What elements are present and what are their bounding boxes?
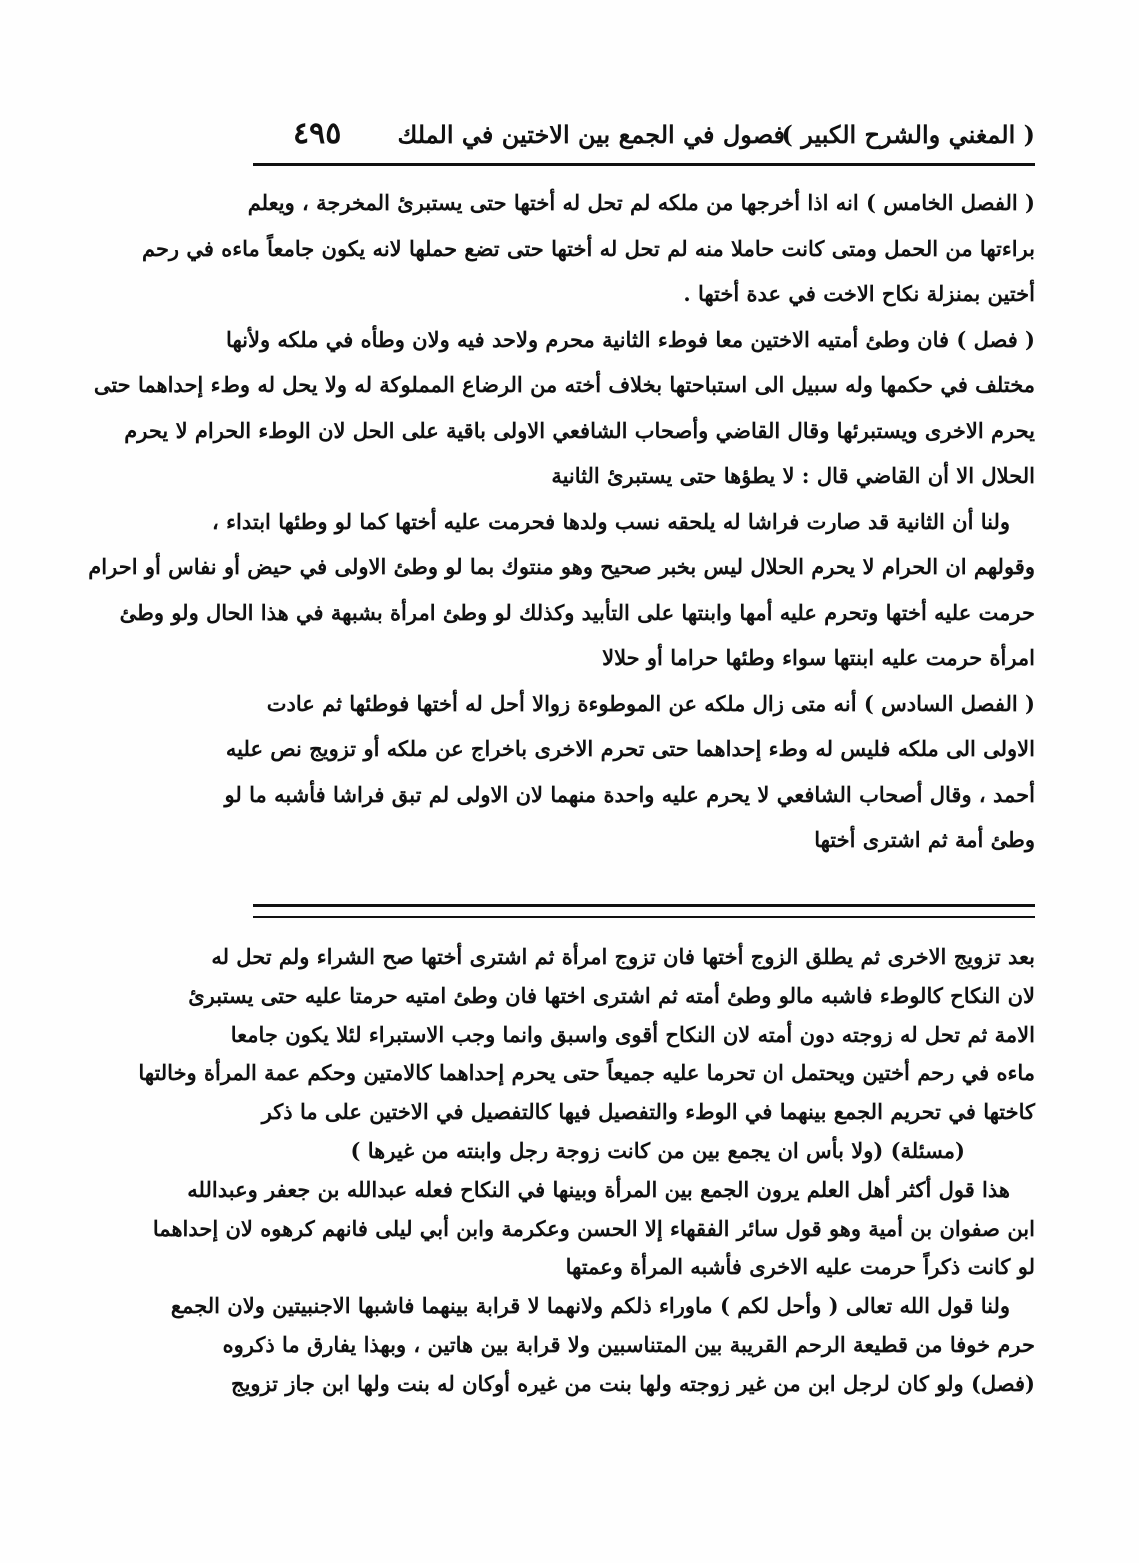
text-line: يحرم الاخرى ويستبرئها وقال القاضي وأصحاب الشافعي الاولى باقية على الحل لان الوطء الحرام لا يحرم — [124, 417, 1035, 443]
scan-speck — [190, 1548, 194, 1552]
text-line: براءتها من الحمل ومتى كانت حاملا منه لم تحل له أختها حتى تضع حملها لانه يكون جامعاً ماءه في رحم — [141, 235, 1035, 261]
text-line: ( الفصل الخامس ) انه اذا أخرجها من ملكه لم تحل له أختها حتى يستبرئ المخرجة ، ويعلم — [247, 190, 1035, 215]
text-line: (مسئلة) (ولا بأس ان يجمع بين من كانت زوجة رجل وابنته من غيرها ) — [350, 1137, 965, 1163]
page-header — [253, 112, 1035, 158]
text-line: ابن صفوان بن أمية وهو قول سائر الفقهاء إلا الحسن وعكرمة وابن أبي ليلى فانهم كرهوه لان إحداهما — [152, 1215, 1035, 1241]
main-text — [88, 180, 1035, 863]
page-number: ٤٩٥ — [293, 116, 342, 151]
text-line: أحمد ، وقال أصحاب الشافعي لا يحرم عليه واحدة منهما لان الاولى لم تبق فراشا فأشبه ما لو — [224, 781, 1035, 807]
text-line: امرأة حرمت عليه ابنتها سواء وطئها حراما أو حلالا — [602, 645, 1035, 670]
text-line: حرمت عليه أختها وتحرم عليه أمها وابنتها على التأبيد وكذلك لو وطئ امرأة بشبهة في هذا الحال ولو وطئ — [119, 599, 1035, 625]
text-line: ولنا قول الله تعالى ( وأحل لكم ) ماوراء ذلكم ولانهما لا قرابة بينهما فاشبها الاجنبيتين ولان الجمع — [170, 1293, 1010, 1319]
text-line: الامة ثم تحل له زوجته دون أمته لان النكاح أقوى واسبق وانما وجب الاستبراء لئلا يكون جامعا — [230, 1021, 1035, 1047]
text-line: أختين بمنزلة نكاح الاخت في عدة أختها . — [683, 281, 1035, 306]
book-title: ( المغني والشرح الكبير ) — [781, 120, 1035, 149]
commentary-text — [138, 938, 1035, 1404]
text-line: ( الفصل السادس ) أنه متى زال ملكه عن الموطوءة زوالا أحل له أختها فوطئها ثم عادت — [266, 690, 1035, 716]
text-line: وقولهم ان الحرام لا يحرم الحلال ليس بخبر صحيح وهو منتوك بما لو وطئ الاولى في حيض أو نفاس أو احرام — [88, 554, 1035, 579]
text-line: الاولى الى ملكه فليس له وطء إحداهما حتى تحرم الاخرى باخراج عن ملكه أو تزويج نص عليه — [225, 736, 1035, 761]
text-line: (فصل) ولو كان لرجل ابن من غير زوجته ولها بنت من غيره أوكان له بنت ولها ابن جاز تزويج — [231, 1370, 1035, 1396]
text-line: الحلال الا أن القاضي قال : لا يطؤها حتى يستبرئ الثانية — [551, 463, 1035, 488]
text-line: مختلف في حكمها وله سبيل الى استباحتها بخلاف أخته من الرضاع المملوكة له ولا يحل له وطء إحداهما حتى — [93, 372, 1035, 397]
text-line: حرم خوفا من قطيعة الرحم القريبة بين المتناسبين ولا قرابة بين هاتين ، وبهذا يفارق ما ذكروه — [222, 1331, 1035, 1357]
separator-rule-thick — [253, 904, 1035, 907]
text-line: كاختها في تحريم الجمع بينهما في الوطء والتفصيل فيها كالتفصيل في الاختين على ما ذكر — [261, 1099, 1035, 1125]
text-line: لان النكاح كالوطء فاشبه مالو وطئ أمته ثم اشترى اختها فان وطئ امتيه حرمتا عليه حتى يستبرئ — [188, 982, 1035, 1008]
text-line: بعد تزويج الاخرى ثم يطلق الزوج أختها فان تزوج امرأة ثم اشترى أختها صح الشراء ولم تحل له — [211, 944, 1035, 969]
section-title: فصول في الجمع بين الاختين في الملك — [397, 120, 785, 149]
separator-rule-thin — [253, 916, 1035, 918]
text-line: وطئ أمة ثم اشترى أختها — [814, 827, 1035, 852]
text-line: ( فصل ) فان وطئ أمتيه الاختين معا فوطء الثانية محرم ولاحد فيه ولان وطأه في ملكه ولأنها — [226, 326, 1035, 352]
text-line: لو كانت ذكراً حرمت عليه الاخرى فأشبه المرأة وعمتها — [565, 1254, 1035, 1280]
text-line: ولنا أن الثانية قد صارت فراشا له يلحقه نسب ولدها فحرمت عليه أختها كما لو وطئها ابتداء ، — [212, 508, 1010, 534]
text-line: ماءه في رحم أختين ويحتمل ان تحرما عليه جميعاً حتى يحرم إحداهما كالامتين وحكم عمة المرأة وخالتها — [138, 1060, 1035, 1086]
header-rule — [253, 163, 1035, 166]
text-line: هذا قول أكثر أهل العلم يرون الجمع بين المرأة وبينها في النكاح فعله عبدالله بن جعفر وعبدالله — [187, 1176, 1010, 1202]
